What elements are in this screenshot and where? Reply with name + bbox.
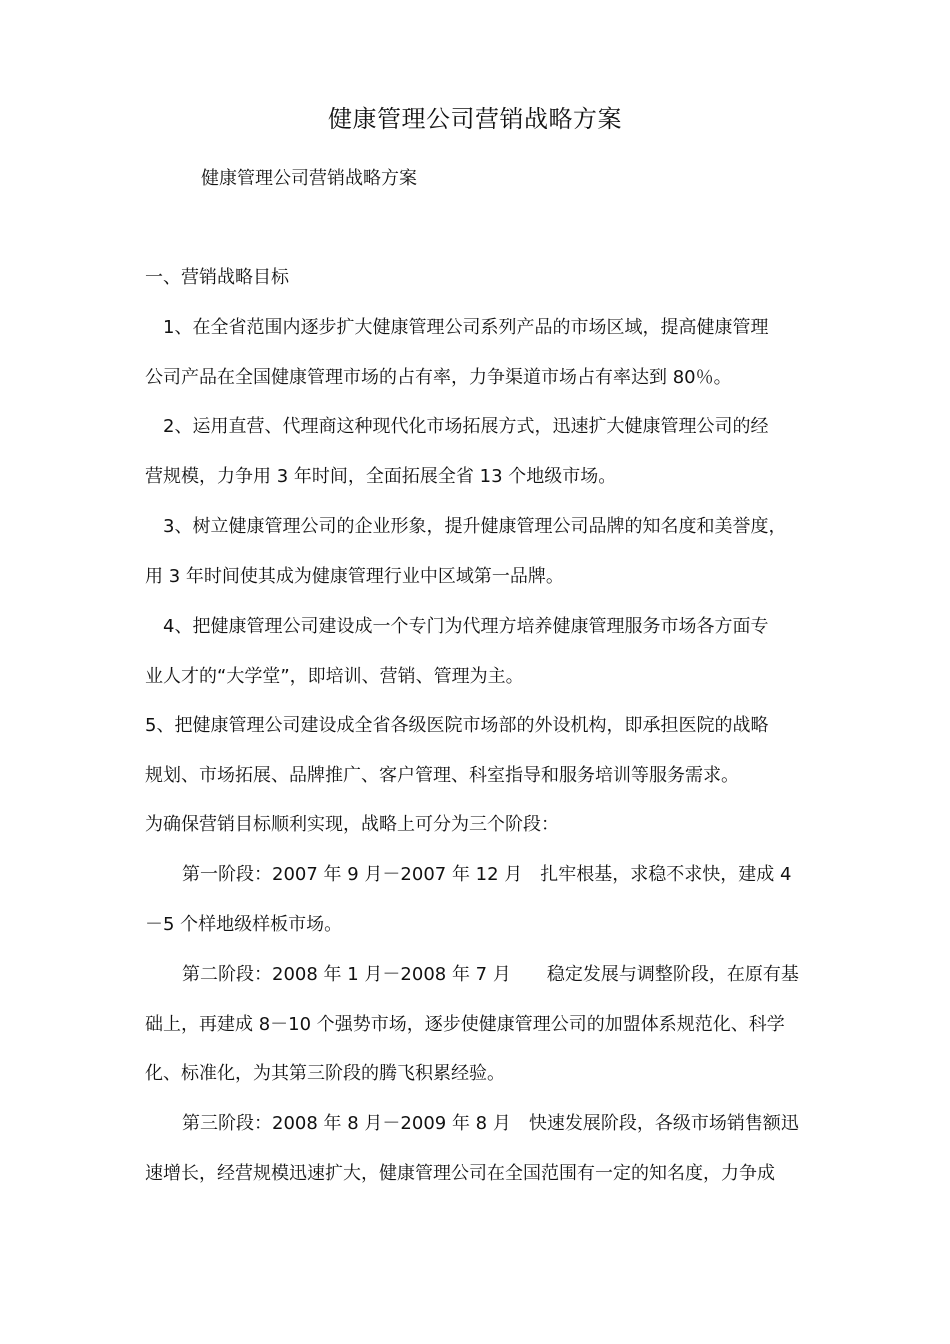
paragraph-line: 速增长，经营规模迅速扩大，健康管理公司在全国范围有一定的知名度，力争成 <box>145 1163 775 1184</box>
paragraph-line: 第三阶段：2008 年 8 月－2009 年 8 月 快速发展阶段，各级市场销售额迅 <box>182 1113 799 1134</box>
section-heading: 一、营销战略目标 <box>145 267 289 288</box>
paragraph-line: 第二阶段：2008 年 1 月－2008 年 7 月 稳定发展与调整阶段，在原有基 <box>182 964 799 985</box>
document-subtitle: 健康管理公司营销战略方案 <box>201 168 417 189</box>
paragraph-line: 用 3 年时间使其成为健康管理行业中区域第一品牌。 <box>145 566 564 587</box>
paragraph-line: 5、把健康管理公司建设成全省各级医院市场部的外设机构，即承担医院的战略 <box>145 715 769 736</box>
paragraph-line: －5 个样地级样板市场。 <box>145 914 343 935</box>
paragraph-line: 1、在全省范围内逐步扩大健康管理公司系列产品的市场区域，提高健康管理 <box>163 317 769 338</box>
paragraph-line: 公司产品在全国健康管理市场的占有率，力争渠道市场占有率达到 80％。 <box>145 367 732 388</box>
paragraph-line: 础上，再建成 8－10 个强势市场，逐步使健康管理公司的加盟体系规范化、科学 <box>145 1014 785 1035</box>
document-title: 健康管理公司营销战略方案 <box>328 105 622 133</box>
paragraph-line: 营规模，力争用 3 年时间，全面拓展全省 13 个地级市场。 <box>145 466 617 487</box>
paragraph-line: 化、标准化，为其第三阶段的腾飞积累经验。 <box>145 1063 505 1084</box>
paragraph-line: 为确保营销目标顺利实现，战略上可分为三个阶段： <box>145 814 559 835</box>
paragraph-line: 4、把健康管理公司建设成一个专门为代理方培养健康管理服务市场各方面专 <box>163 616 769 637</box>
paragraph-line: 2、运用直营、代理商这种现代化市场拓展方式，迅速扩大健康管理公司的经 <box>163 416 769 437</box>
paragraph-line: 第一阶段：2007 年 9 月－2007 年 12 月 扎牢根基，求稳不求快，建成 4 <box>182 864 792 885</box>
paragraph-line: 3、树立健康管理公司的企业形象，提升健康管理公司品牌的知名度和美誉度， <box>163 516 787 537</box>
paragraph-line: 规划、市场拓展、品牌推广、客户管理、科室指导和服务培训等服务需求。 <box>145 765 739 786</box>
paragraph-line: 业人才的“大学堂”，即培训、营销、管理为主。 <box>145 666 524 687</box>
